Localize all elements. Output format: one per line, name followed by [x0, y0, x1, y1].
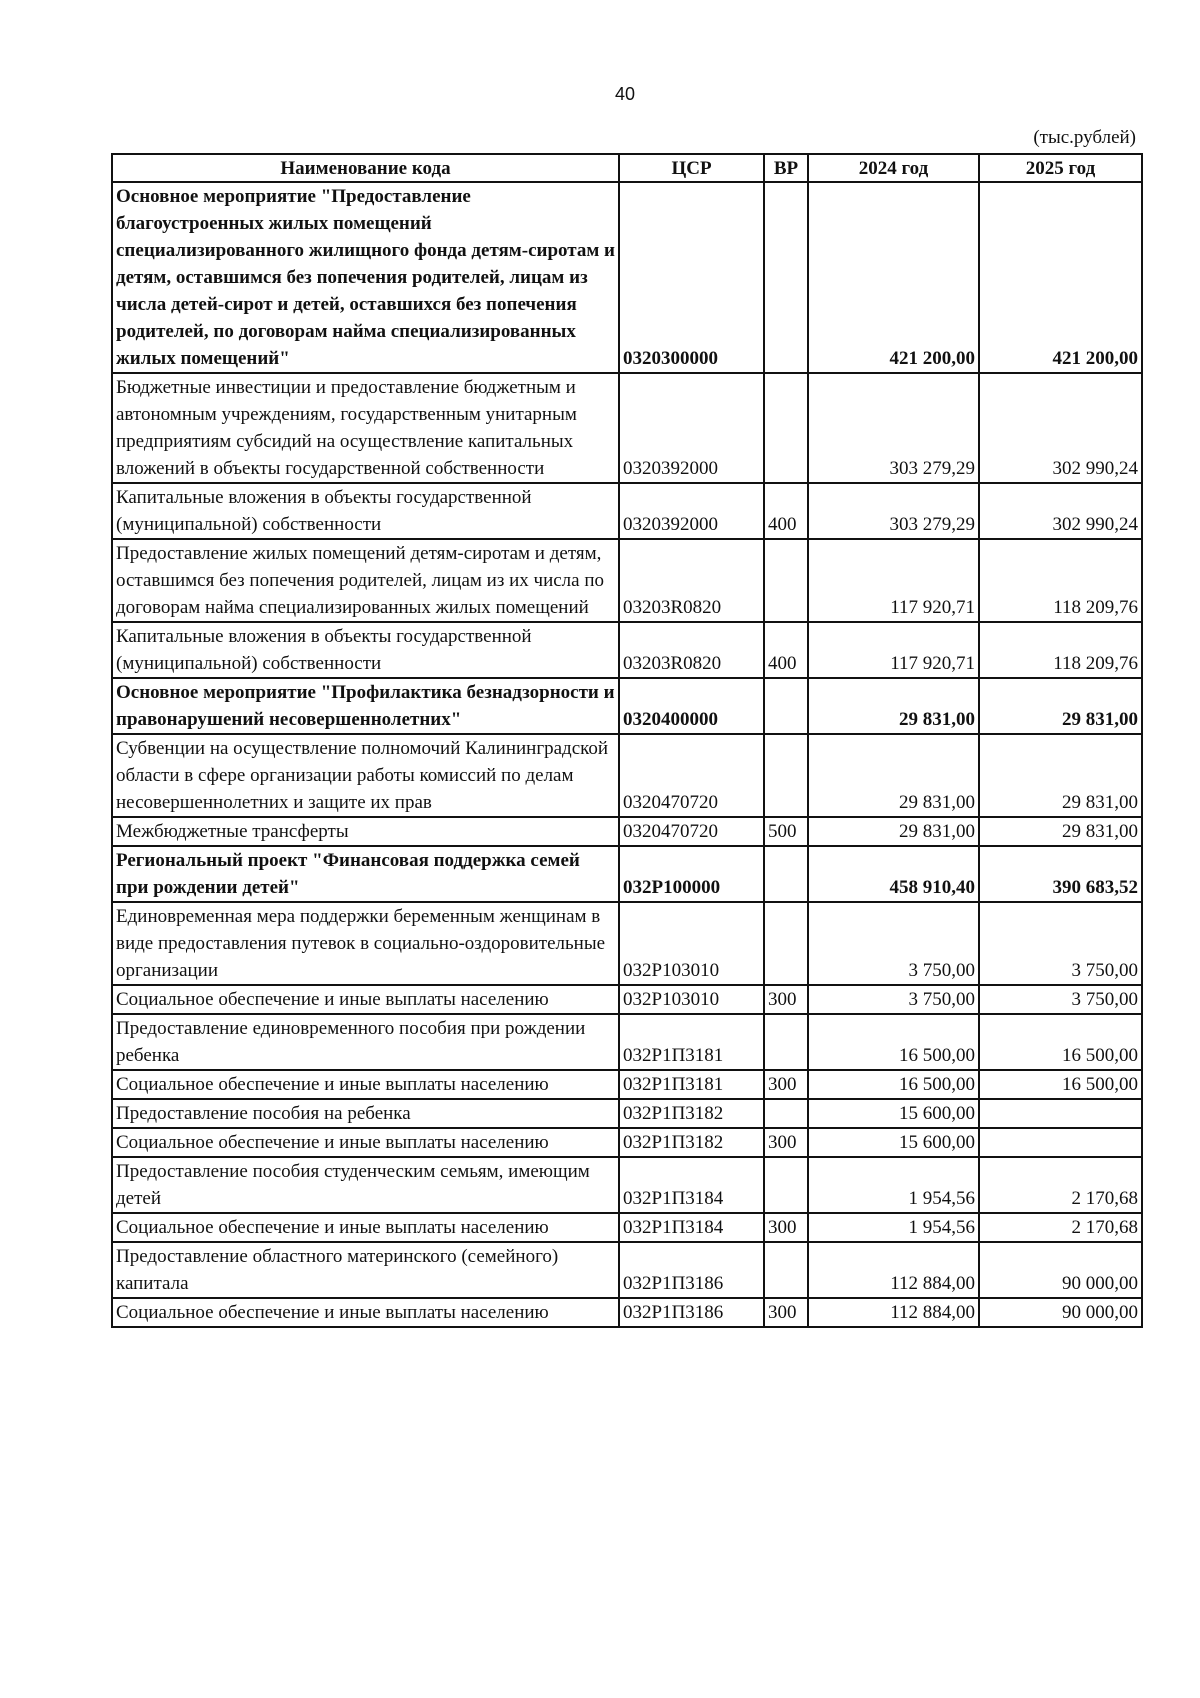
row-name: Социальное обеспечение и иные выплаты населению — [112, 1298, 619, 1327]
row-vr — [764, 1242, 808, 1298]
row-amount-2025: 2 170,68 — [979, 1213, 1142, 1242]
row-csr: 032P103010 — [619, 902, 764, 985]
row-amount-2024: 303 279,29 — [808, 483, 979, 539]
row-amount-2025: 118 209,76 — [979, 539, 1142, 622]
table-row — [112, 985, 1142, 1014]
row-amount-2024: 112 884,00 — [808, 1298, 979, 1327]
table-row — [112, 846, 1142, 902]
row-csr: 03203R0820 — [619, 539, 764, 622]
header-csr: ЦСР — [619, 154, 764, 182]
row-amount-2025: 390 683,52 — [979, 846, 1142, 902]
table-row — [112, 1099, 1142, 1128]
table-row — [112, 1213, 1142, 1242]
row-amount-2025: 118 209,76 — [979, 622, 1142, 678]
table-row — [112, 373, 1142, 483]
row-amount-2024: 15 600,00 — [808, 1128, 979, 1157]
row-vr — [764, 539, 808, 622]
row-amount-2024: 15 600,00 — [808, 1099, 979, 1128]
table-row — [112, 734, 1142, 817]
row-vr — [764, 1099, 808, 1128]
table-row — [112, 678, 1142, 734]
row-amount-2025: 29 831,00 — [979, 817, 1142, 846]
row-csr: 0320392000 — [619, 373, 764, 483]
row-amount-2024: 1 954,56 — [808, 1213, 979, 1242]
row-amount-2025: 302 990,24 — [979, 373, 1142, 483]
row-vr: 300 — [764, 1298, 808, 1327]
row-amount-2024: 29 831,00 — [808, 734, 979, 817]
row-name: Предоставление пособия на ребенка — [112, 1099, 619, 1128]
row-amount-2024: 117 920,71 — [808, 622, 979, 678]
row-amount-2024: 29 831,00 — [808, 678, 979, 734]
row-name: Социальное обеспечение и иные выплаты населению — [112, 1213, 619, 1242]
row-amount-2025: 421 200,00 — [979, 182, 1142, 373]
row-vr — [764, 182, 808, 373]
row-csr: 032Р1П3182 — [619, 1099, 764, 1128]
row-vr: 300 — [764, 985, 808, 1014]
table-row — [112, 1242, 1142, 1298]
row-amount-2025: 302 990,24 — [979, 483, 1142, 539]
row-amount-2025: 16 500,00 — [979, 1014, 1142, 1070]
row-name: Межбюджетные трансферты — [112, 817, 619, 846]
row-csr: 032P103010 — [619, 985, 764, 1014]
row-amount-2025: 90 000,00 — [979, 1242, 1142, 1298]
row-csr: 0320470720 — [619, 734, 764, 817]
table-row — [112, 1157, 1142, 1213]
table-header — [112, 154, 1142, 182]
row-amount-2025: 90 000,00 — [979, 1298, 1142, 1327]
row-amount-2024: 421 200,00 — [808, 182, 979, 373]
row-amount-2025: 3 750,00 — [979, 985, 1142, 1014]
table-row — [112, 622, 1142, 678]
row-name: Бюджетные инвестиции и предоставление бюджетным и автономным учреждениям, государственным унитарным предприятиям субсидий на осуществление капитальных вложений в объекты государственной собственности — [112, 373, 619, 483]
row-csr: 032Р1П3182 — [619, 1128, 764, 1157]
row-amount-2024: 29 831,00 — [808, 817, 979, 846]
row-name: Социальное обеспечение и иные выплаты населению — [112, 985, 619, 1014]
row-vr — [764, 902, 808, 985]
row-csr: 032Р1П3184 — [619, 1213, 764, 1242]
row-vr: 300 — [764, 1128, 808, 1157]
row-vr: 300 — [764, 1213, 808, 1242]
row-csr: 03203R0820 — [619, 622, 764, 678]
row-amount-2024: 458 910,40 — [808, 846, 979, 902]
header-vr: ВР — [764, 154, 808, 182]
row-amount-2025 — [979, 1099, 1142, 1128]
row-amount-2024: 117 920,71 — [808, 539, 979, 622]
row-name: Субвенции на осуществление полномочий Калининградской области в сфере организации работы комиссий по делам несовершеннолетних и защите их прав — [112, 734, 619, 817]
row-amount-2025: 29 831,00 — [979, 678, 1142, 734]
row-vr: 500 — [764, 817, 808, 846]
row-name: Предоставление областного материнского (семейного) капитала — [112, 1242, 619, 1298]
row-csr: 0320400000 — [619, 678, 764, 734]
row-vr — [764, 1157, 808, 1213]
units-label: (тыс.рублей) — [1033, 127, 1136, 148]
table-row — [112, 1070, 1142, 1099]
row-vr: 400 — [764, 483, 808, 539]
row-amount-2024: 1 954,56 — [808, 1157, 979, 1213]
row-csr: 032Р1П3184 — [619, 1157, 764, 1213]
row-name: Основное мероприятие "Предоставление благоустроенных жилых помещений специализированного жилищного фонда детям-сиротам и детям, оставшимся без попечения родителей, лицам из числа детей-сирот и детей, оставшихся без попечения родителей, по договорам найма специализированных жилых помещений" — [112, 182, 619, 373]
page-number: 40 — [614, 84, 636, 104]
row-name: Социальное обеспечение и иные выплаты населению — [112, 1070, 619, 1099]
row-name: Предоставление единовременного пособия при рождении ребенка — [112, 1014, 619, 1070]
header-row — [112, 154, 1142, 182]
header-2025: 2025 год — [979, 154, 1142, 182]
header-2024: 2024 год — [808, 154, 979, 182]
table-body — [112, 182, 1142, 1327]
row-amount-2024: 16 500,00 — [808, 1070, 979, 1099]
header-name: Наименование кода — [112, 154, 619, 182]
row-vr — [764, 373, 808, 483]
row-amount-2024: 112 884,00 — [808, 1242, 979, 1298]
table-row — [112, 539, 1142, 622]
table-row — [112, 817, 1142, 846]
row-amount-2025: 29 831,00 — [979, 734, 1142, 817]
row-name: Региональный проект "Финансовая поддержка семей при рождении детей" — [112, 846, 619, 902]
row-amount-2024: 16 500,00 — [808, 1014, 979, 1070]
row-vr — [764, 678, 808, 734]
table-row — [112, 1014, 1142, 1070]
table-row — [112, 1298, 1142, 1327]
row-amount-2024: 303 279,29 — [808, 373, 979, 483]
row-vr: 400 — [764, 622, 808, 678]
table-row — [112, 902, 1142, 985]
row-amount-2025: 3 750,00 — [979, 902, 1142, 985]
row-csr: 0320300000 — [619, 182, 764, 373]
row-amount-2024: 3 750,00 — [808, 902, 979, 985]
row-vr — [764, 734, 808, 817]
row-csr: 032Р1П3181 — [619, 1070, 764, 1099]
row-amount-2024: 3 750,00 — [808, 985, 979, 1014]
row-name: Капитальные вложения в объекты государственной (муниципальной) собственности — [112, 622, 619, 678]
row-csr: 032Р1П3181 — [619, 1014, 764, 1070]
row-csr: 032P100000 — [619, 846, 764, 902]
row-csr: 032Р1П3186 — [619, 1298, 764, 1327]
row-csr: 0320470720 — [619, 817, 764, 846]
row-name: Единовременная мера поддержки беременным женщинам в виде предоставления путевок в социально-оздоровительные организации — [112, 902, 619, 985]
row-vr — [764, 846, 808, 902]
row-name: Предоставление пособия студенческим семьям, имеющим детей — [112, 1157, 619, 1213]
row-vr: 300 — [764, 1070, 808, 1099]
row-name: Капитальные вложения в объекты государственной (муниципальной) собственности — [112, 483, 619, 539]
row-name: Предоставление жилых помещений детям-сиротам и детям, оставшимся без попечения родителей, лицам из их числа по договорам найма специализированных жилых помещений — [112, 539, 619, 622]
row-amount-2025: 16 500,00 — [979, 1070, 1142, 1099]
row-csr: 0320392000 — [619, 483, 764, 539]
row-name: Основное мероприятие "Профилактика безнадзорности и правонарушений несовершеннолетних" — [112, 678, 619, 734]
row-name: Социальное обеспечение и иные выплаты населению — [112, 1128, 619, 1157]
table-row — [112, 483, 1142, 539]
row-amount-2025: 2 170,68 — [979, 1157, 1142, 1213]
budget-table — [111, 153, 1143, 1328]
row-csr: 032Р1П3186 — [619, 1242, 764, 1298]
table-row — [112, 1128, 1142, 1157]
table-row — [112, 182, 1142, 373]
row-amount-2025 — [979, 1128, 1142, 1157]
row-vr — [764, 1014, 808, 1070]
